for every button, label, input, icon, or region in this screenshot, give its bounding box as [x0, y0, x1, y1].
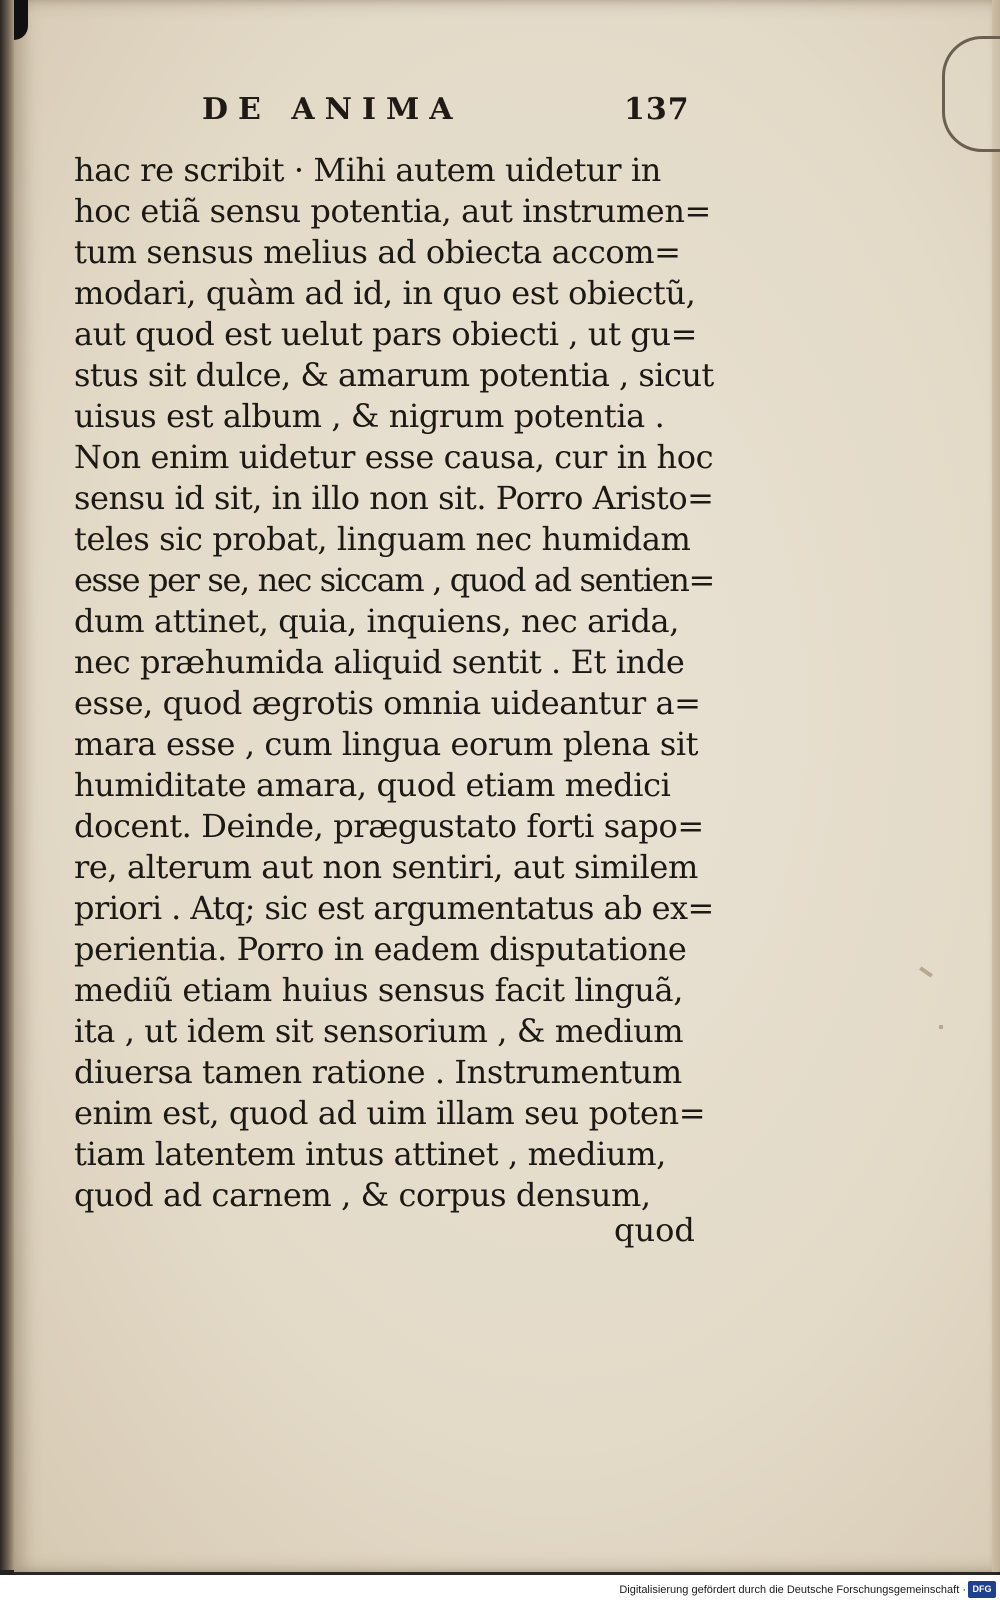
page-number: 137	[624, 92, 690, 127]
body-text	[74, 150, 714, 1216]
text-line: re, alterum aut non sentiri, aut similem	[74, 848, 698, 886]
text-line: stus sit dulce, & amarum potentia , sicut	[74, 356, 714, 394]
text-line: nec præhumida aliquid sentit . Et inde	[74, 643, 685, 681]
digitization-credit: Digitalisierung gefördert durch die Deutsche Forschungsgemeinschaft ·	[619, 1584, 966, 1596]
page-fore-edge	[992, 0, 1000, 1572]
text-line: ita , ut idem sit sensorium , & medium	[74, 1012, 684, 1050]
book-page	[14, 0, 998, 1575]
text-line: modari, quàm ad id, in quo est obiectũ,	[74, 274, 696, 312]
text-line: teles sic probat, linguam nec humidam	[74, 520, 691, 558]
text-line: mara esse , cum lingua eorum plena sit	[74, 725, 699, 763]
page-corner-shadow	[14, 0, 28, 40]
text-line: uisus est album , & nigrum potentia .	[74, 397, 665, 435]
text-line: docent. Deinde, prægustato forti sapo=	[74, 807, 704, 845]
text-line: hoc etiã sensu potentia, aut instrumen=	[74, 192, 711, 230]
text-line: aut quod est uelut pars obiecti , ut gu=	[74, 315, 698, 353]
text-line: hac re scribit · Mihi autem uidetur in	[74, 151, 662, 189]
text-line: esse, quod ægrotis omnia uideantur a=	[74, 684, 701, 722]
text-line: mediũ etiam huius sensus facit linguã,	[74, 971, 683, 1009]
text-line: Non enim uidetur esse causa, cur in hoc	[74, 438, 714, 476]
paper-speck	[939, 1025, 943, 1029]
text-line: enim est, quod ad uim illam seu poten=	[74, 1094, 706, 1132]
text-line: dum attinet, quia, inquiens, nec arida,	[74, 602, 680, 640]
text-line: tum sensus melius ad obiecta accom=	[74, 233, 681, 271]
catchword: quod	[614, 1211, 695, 1249]
text-line: sensu id sit, in illo non sit. Porro Aristo=	[74, 479, 714, 517]
text-line: priori . Atq; sic est argumentatus ab ex=	[74, 889, 714, 927]
text-line: quod ad carnem , & corpus densum,	[74, 1176, 651, 1214]
text-line: tiam latentem intus attinet , medium,	[74, 1135, 666, 1173]
dfg-logo: DFG	[968, 1581, 996, 1598]
text-line: diuersa tamen ratione . Instrumentum	[74, 1053, 682, 1091]
paper-speck	[919, 966, 933, 977]
text-line: perientia. Porro in eadem disputatione	[74, 930, 687, 968]
page-clip	[942, 36, 1000, 152]
text-line: humiditate amara, quod etiam medici	[74, 766, 671, 804]
running-head: DE ANIMA	[202, 92, 463, 127]
text-line: esse per se, nec siccam , quod ad sentien=	[74, 561, 714, 599]
